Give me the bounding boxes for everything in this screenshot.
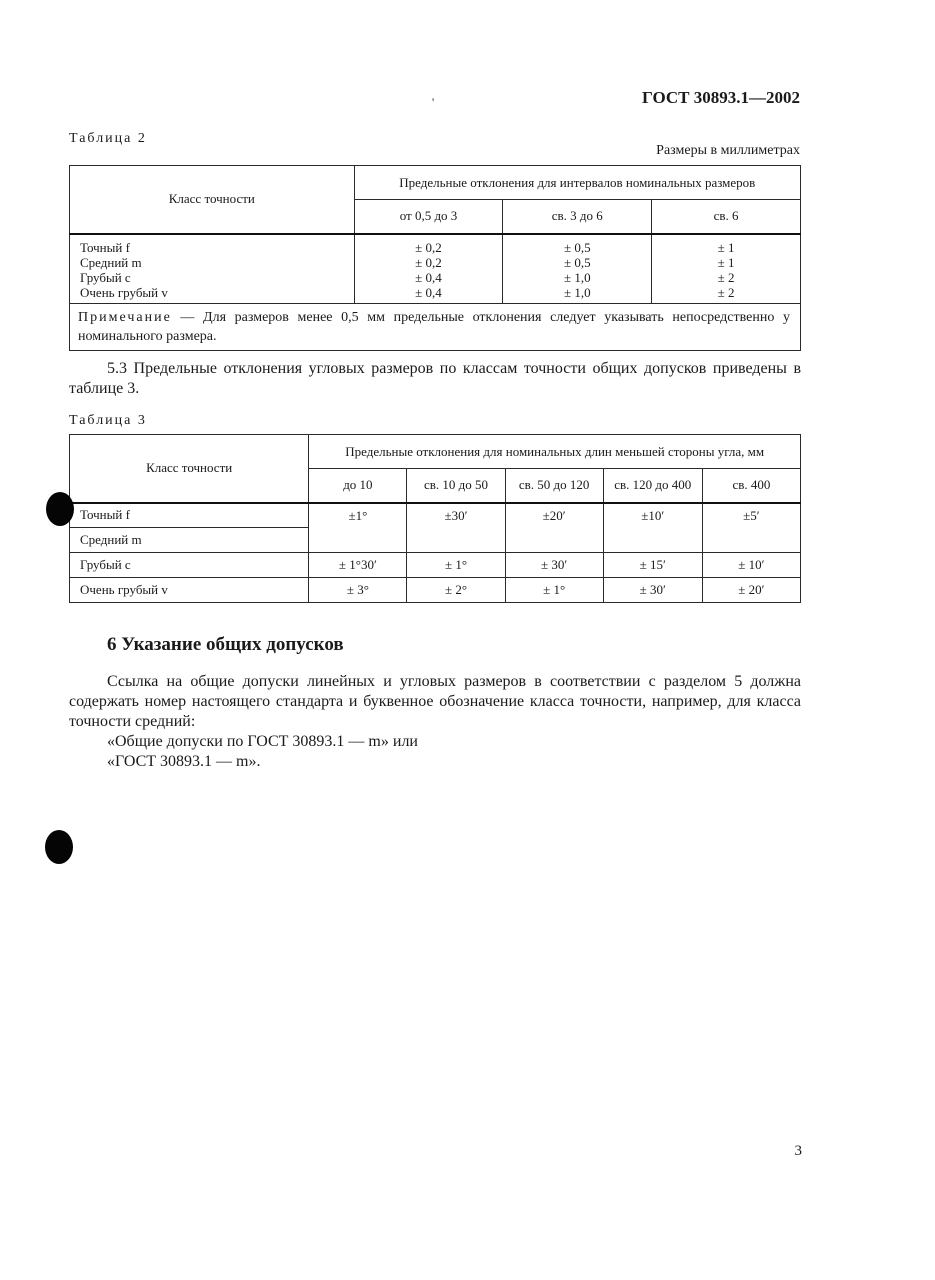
table3-label: Таблица 3 [69,413,147,428]
punch-hole-icon [45,830,73,864]
note-label: Примечание [78,309,172,325]
table3-row-name: Точный f [70,503,309,528]
table3-cell: ± 1°30′ [309,553,407,578]
table3-col-header: св. 10 до 50 [407,469,505,503]
table2-values-col3: ± 1 ± 1 ± 2 ± 2 [652,234,801,304]
table3-cell: ± 1° [407,553,505,578]
punch-hole-icon [46,492,74,526]
table2-label: Таблица 2 [69,131,147,146]
page-number: 3 [794,1143,802,1159]
table2-values-col1: ± 0,2 ± 0,2 ± 0,4 ± 0,4 [354,234,503,304]
table3-cell: ± 2° [407,578,505,603]
table2-note [70,303,801,350]
section-6-example-2: «ГОСТ 30893.1 — m». [107,753,261,770]
table2-col-header: от 0,5 до 3 [354,200,503,234]
paragraph-5-3: 5.3 Предельные отклонения угловых размеров по классам точности общих допусков приведены в таблице 3. [69,360,801,397]
table3-cell: ±30′ [407,503,505,553]
table3-cell: ±10′ [603,503,702,553]
document-code: ГОСТ 30893.1—2002 [642,88,800,107]
section-6-heading: 6 Указание общих допусков [107,634,344,655]
table3-cell: ± 20′ [702,578,800,603]
table3-cell: ± 30′ [603,578,702,603]
table3-cell: ± 3° [309,578,407,603]
table3-row-name: Средний m [70,528,309,553]
table3-cell: ± 15′ [603,553,702,578]
table3-row-name: Очень грубый v [70,578,309,603]
table3-col-header: св. 400 [702,469,800,503]
note-text: — Для размеров менее 0,5 мм предельные отклонения следует указывать непосредственно у номинального размера. [78,309,790,344]
table2-class-names: Точный f Средний m Грубый c Очень грубый v [70,234,355,304]
table2-values-col2: ± 0,5 ± 0,5 ± 1,0 ± 1,0 [503,234,652,304]
table2-col-header: св. 3 до 6 [503,200,652,234]
table2-col-header: св. 6 [652,200,801,234]
table3 [69,434,801,603]
table3-group-header: Предельные отклонения для номинальных длин меньшей стороны угла, мм [309,435,801,469]
scan-mark: ' [432,95,435,109]
table3-col-header: св. 50 до 120 [505,469,603,503]
section-6-example-1: «Общие допуски по ГОСТ 30893.1 — m» или [107,733,418,750]
table2-class-header: Класс точности [70,166,355,234]
table3-class-header: Класс точности [70,435,309,503]
table3-cell: ±5′ [702,503,800,553]
table3-cell: ± 1° [505,578,603,603]
table3-cell: ±1° [309,503,407,553]
table2-group-header: Предельные отклонения для интервалов номинальных размеров [354,166,800,200]
section-6-body: Ссылка на общие допуски линейных и угловых размеров в соответствии с разделом 5 должна содержать номер настоящего стандарта и буквенное обозначение класса точности, например, для класса точности средний: [69,673,801,730]
table2-units: Размеры в миллиметрах [656,143,800,158]
table3-cell: ± 30′ [505,553,603,578]
table3-col-header: до 10 [309,469,407,503]
table3-cell: ±20′ [505,503,603,553]
table2 [69,165,801,351]
table3-cell: ± 10′ [702,553,800,578]
table3-col-header: св. 120 до 400 [603,469,702,503]
table3-row-name: Грубый c [70,553,309,578]
